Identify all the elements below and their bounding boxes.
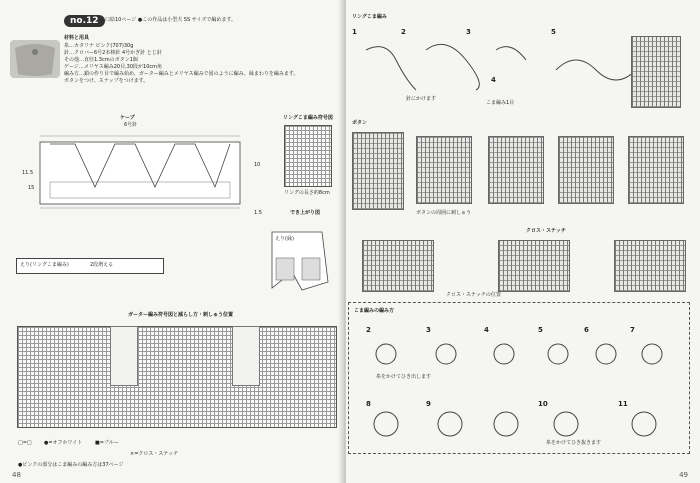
step-number: 2 xyxy=(401,28,406,36)
step-caption: 針にかけます xyxy=(406,96,437,102)
finish-title: でき上がり図 xyxy=(290,210,321,216)
materials-title: 材料と用具 xyxy=(64,35,90,41)
decrease-block xyxy=(232,326,260,386)
cross-stitch-swatch xyxy=(362,240,434,292)
page-number: 49 xyxy=(679,471,688,479)
garter-stitch-chart xyxy=(17,326,337,428)
step-number: 4 xyxy=(491,76,496,84)
section-title: リングこま編み xyxy=(352,14,387,20)
section-title: こま編みの編み方 xyxy=(354,308,395,314)
crochet-steps-bottom xyxy=(366,406,686,446)
step-caption: 糸をかけてひき抜きます xyxy=(546,440,602,446)
step-caption: クロス・ステッチの位置 xyxy=(446,292,501,298)
section-title: クロス・ステッチ xyxy=(526,228,566,234)
cape-label: ケープ xyxy=(120,115,135,121)
step-caption: こま編み1目 xyxy=(486,100,515,106)
step-number: 3 xyxy=(426,326,431,334)
decrease-block xyxy=(110,326,138,386)
cape-needle: 6号針 xyxy=(124,122,138,128)
pattern-number-badge: no.12 xyxy=(64,15,105,27)
step-number: 11 xyxy=(618,400,628,408)
dimension-label: 10 xyxy=(254,162,261,168)
button-swatch xyxy=(628,136,684,204)
ring-caption: リングの長さ約8cm xyxy=(284,190,330,196)
cross-stitch-swatch xyxy=(498,240,570,292)
finished-diagram xyxy=(262,222,332,292)
ring-stitch-chart xyxy=(284,125,332,187)
legend-item: ●=オフホワイト xyxy=(44,440,83,446)
section-title: ボタン xyxy=(352,120,368,126)
right-page xyxy=(346,0,700,483)
step-number: 8 xyxy=(366,400,371,408)
page-header-note: …口絵10ページ ●この作品は小型犬 SS サイズで編めます。 xyxy=(100,17,236,23)
garter-chart-title: ガーター編み符号図と減らし方・刺しゅう位置 xyxy=(128,312,234,318)
materials-line: その他…直径1.3cmのボタン1個 xyxy=(64,57,138,63)
step-caption: 糸をかけてひき出します xyxy=(376,374,432,380)
legend-item: □=□ xyxy=(18,440,32,446)
step-number: 5 xyxy=(551,28,556,36)
materials-line: 針…クロバー6号2本棒針 4号かぎ針 とじ針 xyxy=(64,50,162,56)
dimension-label: 11.5 xyxy=(22,170,34,176)
button-swatch xyxy=(352,132,404,210)
step-number: 1 xyxy=(352,28,357,36)
dimension-label: 1.5 xyxy=(254,210,262,216)
step-number: 10 xyxy=(538,400,548,408)
ring-stitch-swatch xyxy=(631,36,681,108)
step-number: 3 xyxy=(466,28,471,36)
step-number: 2 xyxy=(366,326,371,334)
cross-stitch-swatch xyxy=(614,240,686,292)
button-swatch xyxy=(558,136,614,204)
materials-line: 糸…カタリナ ピンク(707)30g xyxy=(64,43,134,49)
finish-label: えり(縁) xyxy=(275,236,294,242)
collar-label: えり(リングこま編み) xyxy=(20,262,69,268)
footnote: ●ピンクの部分はこま編みの編み方は37ページ xyxy=(18,462,124,468)
button-swatch xyxy=(416,136,472,204)
step-caption: ボタンの周囲に刺しゅう xyxy=(416,210,472,216)
step-number: 4 xyxy=(484,326,489,334)
step-number: 7 xyxy=(630,326,635,334)
step-number: 6 xyxy=(584,326,589,334)
ring-chart-title: リングこま編み符号図 xyxy=(283,115,333,121)
legend-item: ×=クロス・ステッチ xyxy=(130,451,179,457)
materials-line: ボタンをつけ、スナップをつけます。 xyxy=(64,78,149,84)
item-photo xyxy=(10,40,60,78)
left-page xyxy=(0,0,344,483)
cape-diagram xyxy=(40,132,240,212)
step-number: 9 xyxy=(426,400,431,408)
dimension-label: 15 xyxy=(28,185,35,191)
step-number: 5 xyxy=(538,326,543,334)
materials-line: 編み方…鎖の作り目で編み始め、ガーター編みとメリヤス編みで図のように編み、縁まわりを編みます。 xyxy=(64,71,299,77)
collar-label-2: 2段増える xyxy=(90,262,114,268)
button-swatch xyxy=(488,136,544,204)
materials-line: ゲージ…メリヤス編み20目,30段が10cm角 xyxy=(64,64,162,70)
legend-item: ■=ブルー xyxy=(95,440,119,446)
page-number: 48 xyxy=(12,471,21,479)
